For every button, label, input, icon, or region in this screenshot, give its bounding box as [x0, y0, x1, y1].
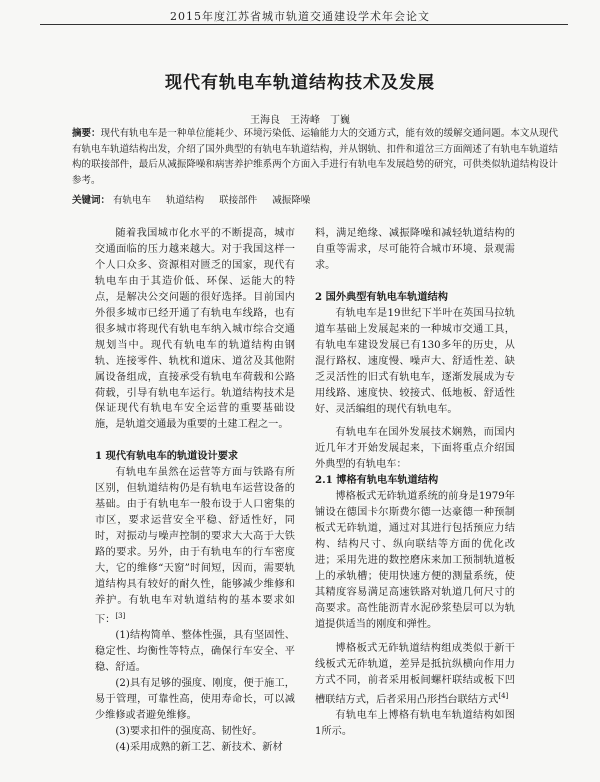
abstract-text: 现代有轨电车是一种单位能耗少、环境污染低、运输能力大的交通方式，能有效的缓解交通问题。本文从现代有轨电车轨道结构出发，介绍了国外典型的有轨电车轨道结构，并从钢轨、扣件和道岔三方面阐述了有轨电车轨道结构的联接部件，最后从减振降噪和病害养护维系两个方面入手进行有轨电车发展趋势的研究，可供类似轨道结构设计参考。 [72, 128, 558, 186]
section-1-paragraph [95, 465, 295, 628]
requirement-item: (3)要求扣件的强度高、韧性好。 [115, 725, 263, 737]
requirement-item: (4)采用成熟的新工艺、新技术、新材 [115, 741, 283, 753]
section-2-paragraph: 有轨电车在国外发展技术娴熟，而国内近几年才开始发展起来，下面将重点介绍国外典型的有轨电车： [315, 427, 515, 471]
header-rule [40, 24, 568, 25]
section-2-paragraph: 有轨电车是19世纪下半叶在英国马拉轨道车基础上发展起来的一种城市交通工具，有轨电车建设发展已有130多年的历史，从混行路权、速度慢、噪声大、舒适性差、缺乏灵活性的旧式有轨电车，逐渐发展成为专用线路、速度快、较接式、低地板、舒适性好、灵活编组的现代有轨电车。 [315, 307, 515, 415]
section-2-1-paragraph [315, 641, 515, 708]
paper-authors: 王海良 王涛峰 丁巍 [250, 115, 350, 126]
section-2-heading: 2 国外典型有轨电车轨道结构 [315, 290, 448, 303]
keyword: 轨道结构 [166, 195, 205, 206]
citation: [3] [115, 611, 126, 620]
running-header: 2015年度江苏省城市轨道交通建设学术年会论文 [170, 10, 430, 23]
section-1-text: 有轨电车虽然在运营等方面与铁路有所区别，但轨道结构仍是有轨电车运营设备的基础。由于有轨电车一般布设于人口密集的市区，要求运营安全平稳、舒适性好，同时，对振动与噪声控制的要求大大高于大铁路的要求。另外，由于有轨电车的行车密度大，它的维修“天窗”时间短，因而，需要轨道结构具有较好的耐久性，能够减少维修和养护。有轨电车对轨道结构的基本要求如下： [95, 467, 295, 626]
section-2-1-paragraph: 博格板式无砟轨道系统的前身是1979年铺设在德国卡尔斯费尔德一达豪德一种预制板式无砟轨道，通过对其进行包括预应力结构、结构尺寸、纵向联结等方面的优化改进；采用先进的数控磨床来加工预制轨道板上的承轨槽；使用快速方便的测量系统，使其精度容易满足高速铁路对轨道几何尺寸的高要求。高性能沥青水泥砂浆垫层可以为轨道提供适当的刚度和弹性。 [315, 491, 515, 630]
requirement-item: (2)具有足够的强度、刚度，便于施工，易于管理，可靠性高，使用寿命长，可以减少维修或者避免维修。 [95, 678, 295, 722]
abstract-label: 摘要： [72, 128, 101, 139]
requirement-item: (1)结构简单、整体性强，具有坚固性、稳定性、均衡性等特点，确保行车安全、平稳、舒适。 [95, 630, 295, 674]
keyword: 有轨电车 [113, 195, 152, 206]
intro-paragraph: 随着我国城市化水平的不断提高，城市交通面临的压力越来越大。对于我国这样一个人口众多、资源相对匮乏的国家，现代有轨电车由于其造价低、环保、运能大的特点，是解决公交问题的很好选择。目前国内外很多城市已经开通了有轨电车线路，也有很多城市将现代有轨电车纳入城市综合交通规划当中。现代有轨电车的轨道结构由钢轨、连接零件、轨枕和道床、道岔及其他附属设备组成，直接承受有轨电车荷载和公路荷载，引导有轨电车运行。轨道结构技术是保证现代有轨电车安全运营的重要基础设施，是轨道交通最为重要的土建工程之一。 [95, 228, 295, 431]
keyword: 联接部件 [219, 195, 258, 206]
continued-paragraph: 料，满足绝缘、减振降噪和减轻轨道结构的自重等需求，尽可能符合城市环境、景观需求。 [315, 228, 515, 271]
abstract [72, 126, 558, 188]
keywords-label: 关键词： [72, 195, 111, 206]
section-1-heading: 1 现代有轨电车的轨道设计要求 [95, 450, 239, 463]
keyword: 减振降噪 [272, 195, 311, 206]
section-2-1-text: 博格板式无砟轨道结构组成类似于新干线板式无砟轨道，差异是抵抗纵横向作用力方式不同，前者采用板间螺杆联结或板下凹槽联结方式，后者采用凸形挡台联结方式 [315, 642, 515, 706]
keywords [72, 193, 558, 208]
left-column [95, 226, 295, 756]
section-2-1-heading: 2.1 博格有轨电车轨道结构 [315, 474, 439, 487]
citation: [4] [498, 691, 509, 700]
right-column [315, 226, 515, 740]
section-2-1-paragraph: 有轨电车上博格有轨电车轨道结构如图1所示。 [315, 710, 515, 738]
paper-title: 现代有轨电车轨道结构技术及发展 [165, 73, 435, 93]
